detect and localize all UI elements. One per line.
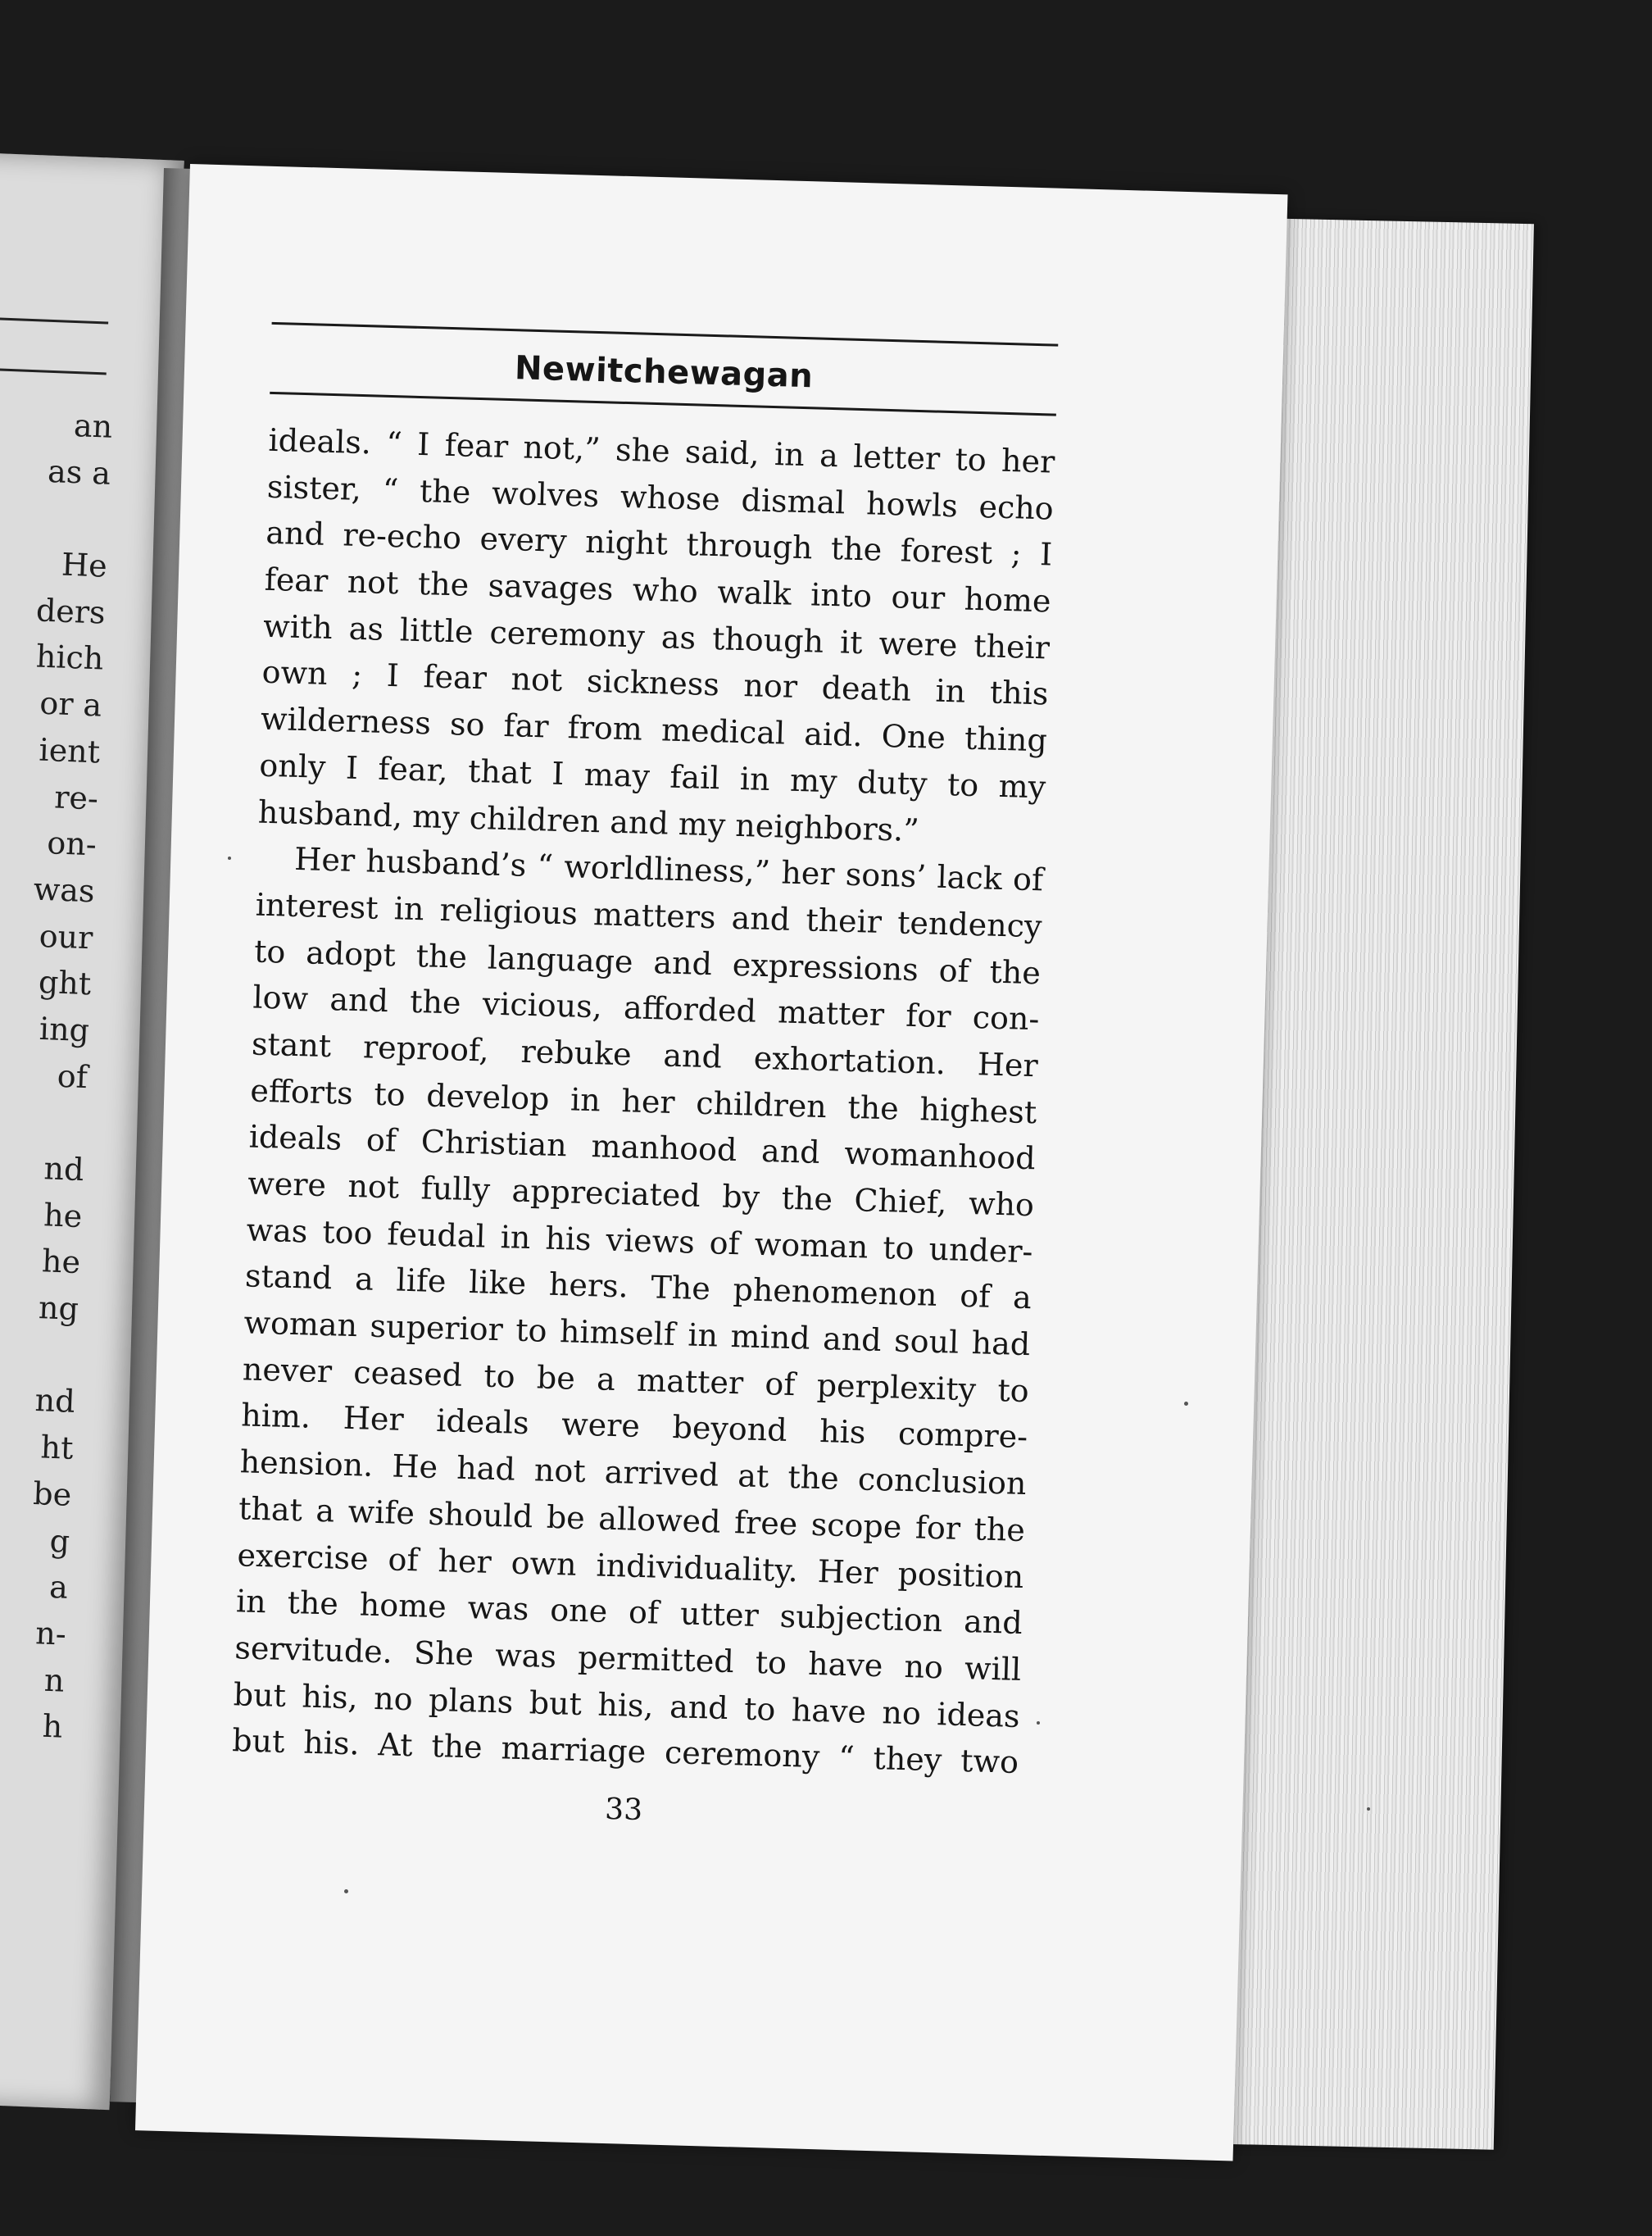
previous-page-line-fragment: re- xyxy=(53,778,99,816)
previous-page-line-fragment: on- xyxy=(46,825,98,863)
previous-page-line-fragment xyxy=(0,492,110,543)
previous-page-line-fragment: a xyxy=(48,1569,69,1606)
text-line: Her husband’s “ worldliness,” her sons’ lack of xyxy=(293,841,1044,898)
text-line: fear not the savages who walk into our home xyxy=(264,561,1052,620)
previous-page-line-fragment: an xyxy=(73,407,114,445)
text-line: stant reproof, rebuke and exhortation. Her xyxy=(251,1025,1039,1084)
text-line: sister, “ the wolves whose dismal howls echo xyxy=(266,468,1055,527)
previous-page-line-fragment: He xyxy=(61,546,108,584)
book-page xyxy=(135,164,1287,2161)
previous-page-line-fragment: was xyxy=(33,870,96,910)
body-text xyxy=(232,417,1056,1786)
previous-page-line-fragment: n xyxy=(43,1661,66,1699)
previous-page-line-fragment: nd xyxy=(34,1382,76,1420)
text-line: never ceased to be a matter of perplexity to xyxy=(242,1351,1030,1409)
previous-page-line-fragment: ient xyxy=(38,731,101,770)
running-head: Newitchewagan xyxy=(514,349,814,396)
dust-speck xyxy=(1184,1402,1188,1406)
text-line: ideals. “ I fear not,” she said, in a letter to her xyxy=(268,421,1055,480)
previous-page-top-rule xyxy=(0,317,108,324)
previous-page-bottom-rule xyxy=(0,368,107,375)
previous-page-line-fragment: as a xyxy=(47,452,111,492)
dust-speck xyxy=(228,857,231,860)
text-line: to adopt the language and expressions of the xyxy=(253,933,1042,991)
text-line: husband, my children and my neighbors.” xyxy=(257,793,920,848)
text-line: efforts to develop in her children the highest xyxy=(249,1072,1037,1130)
text-line: but his. At the marriage ceremony “ they two xyxy=(231,1722,1019,1781)
dust-speck xyxy=(1367,1807,1370,1811)
text-line: hension. He had not arrived at the conclusion xyxy=(239,1443,1028,1502)
previous-page-line-fragment: n- xyxy=(34,1615,67,1652)
previous-page-line-fragment: ht xyxy=(39,1429,75,1467)
page-content xyxy=(230,322,1059,1838)
previous-page-line-fragment: nd xyxy=(43,1150,85,1188)
previous-page-line-fragment: g xyxy=(48,1522,70,1560)
previous-page-line-fragment: ght xyxy=(38,964,92,1002)
text-line: wilderness so far from medical aid. One thing xyxy=(260,700,1048,759)
previous-page-line-fragment: ing xyxy=(39,1010,90,1049)
text-line: with as little ceremony as though it were their xyxy=(262,607,1051,666)
text-line: were not fully appreciated by the Chief, who xyxy=(247,1165,1035,1224)
text-line: ideals of Christian manhood and womanhood xyxy=(248,1118,1037,1177)
text-line: interest in religious matters and their tendency xyxy=(255,886,1043,945)
dust-speck xyxy=(344,1889,348,1893)
dust-speck xyxy=(1037,1721,1040,1725)
previous-page-line-fragment: of xyxy=(57,1057,88,1095)
text-line: in the home was one of utter subjection and xyxy=(235,1583,1023,1642)
text-line: woman superior to himself in mind and soul had xyxy=(243,1304,1031,1363)
paragraph xyxy=(232,835,1044,1786)
text-line: exercise of her own individuality. Her position xyxy=(237,1536,1024,1595)
previous-page-line-fragment: he xyxy=(43,1197,84,1234)
previous-page-line-fragment: our xyxy=(38,917,94,956)
previous-page-line-fragment xyxy=(0,1096,87,1147)
page-number: 33 xyxy=(604,1792,643,1828)
text-line: and re-echo every night through the forest ; I xyxy=(265,515,1053,573)
previous-page-line-fragment: be xyxy=(32,1475,73,1513)
paragraph xyxy=(257,417,1055,857)
text-line: only I fear, that I may fail in my duty to my xyxy=(258,747,1046,806)
header-top-rule xyxy=(272,322,1059,347)
previous-page-line-fragment: or a xyxy=(39,684,103,724)
previous-page-line-fragment: h xyxy=(42,1707,64,1745)
text-line: him. Her ideals were beyond his compre- xyxy=(240,1397,1028,1456)
text-line: servitude. She was permitted to have no will xyxy=(234,1629,1022,1688)
previous-page-line-fragment xyxy=(0,1328,78,1379)
previous-page-line-fragment: ders xyxy=(35,592,107,631)
previous-page-line-fragment: hich xyxy=(35,638,105,678)
previous-page-line-fragment: he xyxy=(41,1243,81,1281)
text-line: that a wife should be allowed free scope for the xyxy=(238,1490,1026,1548)
text-line: stand a life like hers. The phenomenon of a xyxy=(244,1257,1032,1316)
text-line: own ; I fear not sickness nor death in this xyxy=(261,654,1049,712)
text-line: low and the vicious, afforded matter for con- xyxy=(252,979,1040,1038)
previous-page-line-fragment: ng xyxy=(38,1289,79,1328)
previous-page-text xyxy=(0,399,113,1750)
text-line: but his, no plans but his, and to have no ideas xyxy=(233,1675,1021,1734)
text-line: was too feudal in his views of woman to under- xyxy=(246,1211,1033,1270)
